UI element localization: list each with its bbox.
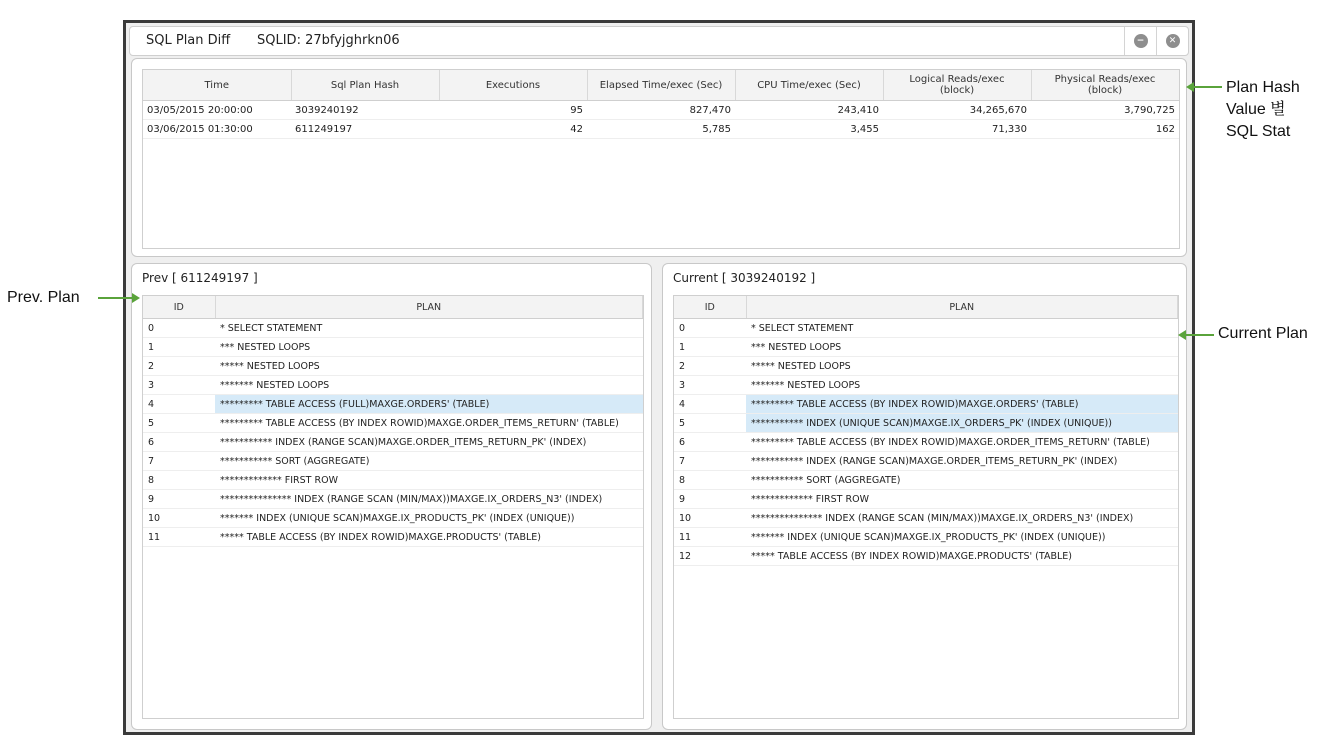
stat-cell: 03/05/2015 20:00:00 (143, 101, 291, 120)
stat-cell: 243,410 (735, 101, 883, 120)
current-plan-row[interactable] (674, 452, 1178, 471)
minimize-button[interactable] (1124, 27, 1156, 55)
stat-annotation-line1: Plan Hash (1226, 79, 1300, 96)
current-plan-text-cell: *********** INDEX (RANGE SCAN)MAXGE.ORDER_ITEMS_RETURN_PK' (INDEX) (746, 452, 1178, 471)
current-plan-table (674, 296, 1178, 566)
current-plan-grid (673, 295, 1179, 719)
prev-plan-id-cell: 3 (143, 376, 215, 395)
stat-cell: 611249197 (291, 120, 439, 139)
current-plan-id-cell: 3 (674, 376, 746, 395)
stat-column-header[interactable]: CPU Time/exec (Sec) (735, 70, 883, 101)
stat-column-header[interactable]: Sql Plan Hash (291, 70, 439, 101)
prev-plan-text-cell: ********* TABLE ACCESS (BY INDEX ROWID)MAXGE.ORDER_ITEMS_RETURN' (TABLE) (215, 414, 643, 433)
current-plan-id-cell: 8 (674, 471, 746, 490)
sql-stat-table (143, 70, 1180, 139)
prev-plan-row[interactable] (143, 471, 643, 490)
sql-stat-grid (142, 69, 1180, 249)
current-plan-row[interactable] (674, 376, 1178, 395)
prev-plan-row[interactable] (143, 528, 643, 547)
stat-row[interactable] (143, 101, 1179, 120)
prev-plan-row[interactable] (143, 414, 643, 433)
current-plan-text-cell: ******* NESTED LOOPS (746, 376, 1178, 395)
current-plan-text-cell: ***** TABLE ACCESS (BY INDEX ROWID)MAXGE.PRODUCTS' (TABLE) (746, 547, 1178, 566)
prev-plan-row[interactable] (143, 395, 643, 414)
prev-plan-row[interactable] (143, 490, 643, 509)
current-plan-id-cell: 10 (674, 509, 746, 528)
current-plan-id-cell: 6 (674, 433, 746, 452)
current-plan-id-cell: 4 (674, 395, 746, 414)
current-plan-id-cell: 12 (674, 547, 746, 566)
prev-plan-id-cell: 9 (143, 490, 215, 509)
sqlid-label: SQLID: 27bfyjghrkn06 (257, 33, 400, 48)
prev-plan-row[interactable] (143, 509, 643, 528)
title-bar (129, 26, 1189, 56)
prev-plan-panel (131, 263, 652, 730)
current-plan-id-cell: 7 (674, 452, 746, 471)
prev-plan-text-cell: * SELECT STATEMENT (215, 319, 643, 338)
current-plan-text-cell: *********** SORT (AGGREGATE) (746, 471, 1178, 490)
stat-column-header[interactable]: Logical Reads/exec (block) (883, 70, 1031, 101)
prev-plan-annotation: Prev. Plan (7, 289, 80, 306)
current-plan-row[interactable] (674, 338, 1178, 357)
minimize-icon: − (1134, 34, 1148, 48)
stat-cell: 162 (1031, 120, 1179, 139)
current-plan-text-cell: ************* FIRST ROW (746, 490, 1178, 509)
prev-plan-id-cell: 0 (143, 319, 215, 338)
current-plan-row[interactable] (674, 471, 1178, 490)
prev-plan-id-cell: 5 (143, 414, 215, 433)
stat-annotation-line2: Value 별 (1226, 101, 1286, 118)
current-plan-text-cell: ******* INDEX (UNIQUE SCAN)MAXGE.IX_PRODUCTS_PK' (INDEX (UNIQUE)) (746, 528, 1178, 547)
prev-plan-row[interactable] (143, 357, 643, 376)
current-plan-text-cell: ********* TABLE ACCESS (BY INDEX ROWID)MAXGE.ORDERS' (TABLE) (746, 395, 1178, 414)
prev-plan-id-cell: 1 (143, 338, 215, 357)
prev-plan-id-cell: 8 (143, 471, 215, 490)
current-plan-annotation: Current Plan (1218, 325, 1308, 342)
stat-column-header[interactable]: Time (143, 70, 291, 101)
stat-cell: 5,785 (587, 120, 735, 139)
prev-plan-id-cell: 6 (143, 433, 215, 452)
stat-cell: 3,455 (735, 120, 883, 139)
stat-cell: 3,790,725 (1031, 101, 1179, 120)
prev-plan-arrow (98, 297, 138, 299)
prev-plan-id-cell: 11 (143, 528, 215, 547)
current-plan-row[interactable] (674, 547, 1178, 566)
current-plan-column-header[interactable]: PLAN (746, 296, 1178, 319)
current-plan-text-cell: *** NESTED LOOPS (746, 338, 1178, 357)
prev-plan-text-cell: *************** INDEX (RANGE SCAN (MIN/MAX))MAXGE.IX_ORDERS_N3' (INDEX) (215, 490, 643, 509)
prev-plan-text-cell: ******* INDEX (UNIQUE SCAN)MAXGE.IX_PRODUCTS_PK' (INDEX (UNIQUE)) (215, 509, 643, 528)
current-plan-id-cell: 1 (674, 338, 746, 357)
current-plan-id-cell: 5 (674, 414, 746, 433)
prev-plan-id-cell: 4 (143, 395, 215, 414)
stat-cell: 827,470 (587, 101, 735, 120)
current-plan-title: Current [ 3039240192 ] (673, 271, 816, 285)
current-plan-text-cell: *************** INDEX (RANGE SCAN (MIN/MAX))MAXGE.IX_ORDERS_N3' (INDEX) (746, 509, 1178, 528)
current-plan-id-cell: 0 (674, 319, 746, 338)
current-plan-text-cell: ********* TABLE ACCESS (BY INDEX ROWID)MAXGE.ORDER_ITEMS_RETURN' (TABLE) (746, 433, 1178, 452)
current-plan-id-cell: 9 (674, 490, 746, 509)
current-plan-panel (662, 263, 1187, 730)
stat-row[interactable] (143, 120, 1179, 139)
prev-plan-id-cell: 7 (143, 452, 215, 471)
current-plan-row[interactable] (674, 319, 1178, 338)
prev-plan-text-cell: ***** NESTED LOOPS (215, 357, 643, 376)
prev-plan-text-cell: *********** INDEX (RANGE SCAN)MAXGE.ORDER_ITEMS_RETURN_PK' (INDEX) (215, 433, 643, 452)
close-button[interactable] (1156, 27, 1188, 55)
prev-plan-text-cell: ********* TABLE ACCESS (FULL)MAXGE.ORDERS' (TABLE) (215, 395, 643, 414)
close-icon: ✕ (1166, 34, 1180, 48)
stat-cell: 95 (439, 101, 587, 120)
current-plan-id-cell: 2 (674, 357, 746, 376)
stat-cell: 34,265,670 (883, 101, 1031, 120)
prev-plan-column-header[interactable]: ID (143, 296, 215, 319)
stat-cell: 03/06/2015 01:30:00 (143, 120, 291, 139)
stat-column-header[interactable]: Executions (439, 70, 587, 101)
stat-annotation (1226, 77, 1300, 143)
current-plan-row[interactable] (674, 509, 1178, 528)
prev-plan-text-cell: *********** SORT (AGGREGATE) (215, 452, 643, 471)
prev-plan-row[interactable] (143, 319, 643, 338)
current-plan-row[interactable] (674, 433, 1178, 452)
current-plan-row[interactable] (674, 395, 1178, 414)
current-plan-column-header[interactable]: ID (674, 296, 746, 319)
prev-plan-text-cell: ************* FIRST ROW (215, 471, 643, 490)
current-plan-id-cell: 11 (674, 528, 746, 547)
prev-plan-row[interactable] (143, 376, 643, 395)
current-plan-text-cell: *********** INDEX (UNIQUE SCAN)MAXGE.IX_ORDERS_PK' (INDEX (UNIQUE)) (746, 414, 1178, 433)
prev-plan-column-header[interactable]: PLAN (215, 296, 643, 319)
current-plan-text-cell: ***** NESTED LOOPS (746, 357, 1178, 376)
prev-plan-row[interactable] (143, 338, 643, 357)
current-plan-row[interactable] (674, 490, 1178, 509)
stat-cell: 3039240192 (291, 101, 439, 120)
stat-cell: 42 (439, 120, 587, 139)
stat-cell: 71,330 (883, 120, 1031, 139)
stat-column-header[interactable]: Physical Reads/exec (block) (1031, 70, 1179, 101)
stat-annotation-line3: SQL Stat (1226, 123, 1291, 140)
current-plan-arrow (1180, 334, 1214, 336)
current-plan-row[interactable] (674, 414, 1178, 433)
prev-plan-row[interactable] (143, 452, 643, 471)
current-plan-text-cell: * SELECT STATEMENT (746, 319, 1178, 338)
sql-plan-diff-window (123, 20, 1195, 735)
current-plan-row[interactable] (674, 357, 1178, 376)
sql-stat-panel (131, 58, 1187, 257)
stat-column-header[interactable]: Elapsed Time/exec (Sec) (587, 70, 735, 101)
prev-plan-id-cell: 10 (143, 509, 215, 528)
window-title: SQL Plan Diff (146, 33, 231, 48)
prev-plan-table (143, 296, 643, 547)
prev-plan-id-cell: 2 (143, 357, 215, 376)
prev-plan-text-cell: *** NESTED LOOPS (215, 338, 643, 357)
stat-arrow (1188, 86, 1222, 88)
prev-plan-text-cell: ***** TABLE ACCESS (BY INDEX ROWID)MAXGE.PRODUCTS' (TABLE) (215, 528, 643, 547)
prev-plan-text-cell: ******* NESTED LOOPS (215, 376, 643, 395)
prev-plan-row[interactable] (143, 433, 643, 452)
prev-plan-title: Prev [ 611249197 ] (142, 271, 258, 285)
prev-plan-grid (142, 295, 644, 719)
current-plan-row[interactable] (674, 528, 1178, 547)
